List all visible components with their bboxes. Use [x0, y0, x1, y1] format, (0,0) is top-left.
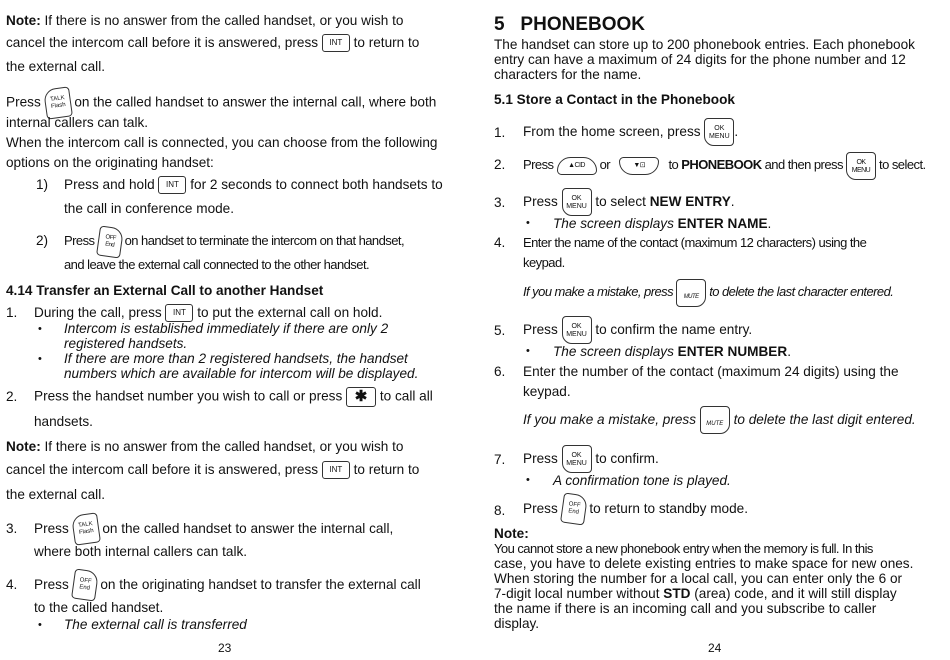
text: the call in conference mode.: [64, 201, 235, 216]
section-heading: 4.14 Transfer an External Call to another Handset: [6, 283, 324, 298]
bullet-text: numbers which are available for intercom will be displayed.: [64, 366, 419, 381]
step-number: 7.: [494, 452, 506, 467]
text: options on the originating handset:: [6, 155, 214, 170]
star-key-icon: [346, 387, 376, 407]
page-number: 23: [218, 641, 232, 655]
key-label: End: [567, 508, 579, 517]
text: for 2 seconds to connect both handsets to: [190, 177, 443, 192]
text: The screen displays: [553, 216, 674, 231]
note-label: Note:: [6, 439, 41, 454]
step-line: [523, 116, 738, 148]
key-label: OK: [856, 158, 866, 166]
note-line: [6, 34, 419, 52]
step-number: 6.: [494, 364, 506, 379]
text: If there is no answer from the called handset, or you wish to: [44, 439, 404, 454]
end-call-key-icon: [71, 569, 99, 602]
int-key-icon: [158, 176, 186, 194]
step-number: 4.: [494, 235, 506, 250]
int-key-label: INT: [173, 308, 186, 318]
text: and then press: [764, 157, 843, 172]
screen-message: ENTER NAME: [677, 216, 768, 231]
ok-menu-key-icon: [562, 316, 592, 344]
text: Press: [64, 233, 95, 248]
text: on handset to terminate the intercom on that handset,: [124, 233, 405, 248]
screen-message: ENTER NUMBER: [677, 344, 788, 359]
key-label: OK: [571, 195, 582, 203]
text: If you make a mistake, press: [523, 412, 697, 427]
step-line: [523, 149, 926, 181]
step-number: 2.: [494, 157, 506, 172]
mistake-line: [523, 276, 893, 308]
step-number: 2.: [6, 389, 18, 404]
key-label: ▲CID: [568, 161, 585, 169]
key-label: OFF: [78, 577, 92, 586]
text: or: [599, 157, 611, 172]
text: Press: [34, 521, 69, 536]
text: the external call.: [6, 487, 105, 502]
text: the name if there is an incoming call and you subscribe to caller: [494, 601, 877, 616]
text: .: [787, 344, 791, 359]
down-phonebook-key-icon: [619, 157, 659, 175]
text: to: [668, 157, 679, 172]
note-line: [6, 461, 419, 479]
text: .: [730, 194, 735, 209]
step-line: [523, 314, 752, 346]
ok-menu-key-icon: [704, 118, 734, 146]
mistake-line: [523, 404, 916, 436]
text: (area) code, and it will still display: [694, 586, 897, 601]
text: keypad.: [523, 255, 565, 270]
bullet: •: [38, 323, 42, 335]
text: Press: [523, 501, 558, 516]
text: to delete the last digit entered.: [733, 412, 916, 427]
key-label: OFF: [567, 501, 581, 510]
text: the external call.: [6, 59, 105, 74]
option-line: [64, 176, 443, 194]
text: and leave the external call connected to the other handset.: [64, 257, 370, 272]
text: 7-digit local number without: [494, 586, 660, 601]
key-label: MENU: [851, 166, 871, 174]
text: STD: [663, 586, 691, 601]
text: When storing the number for a local call, you can enter only the 6 or: [494, 571, 903, 586]
page-number: 24: [708, 641, 722, 655]
text: to put the external call on hold.: [197, 305, 383, 320]
text: where both internal callers can talk.: [34, 544, 248, 559]
key-label: ▼⊡: [633, 161, 646, 169]
text: Press: [34, 577, 69, 592]
step-number: 8.: [494, 503, 506, 518]
step-number: 1.: [6, 305, 18, 320]
text: Press and hold: [64, 177, 155, 192]
chapter-name: PHONEBOOK: [520, 14, 645, 35]
int-key-label: INT: [166, 180, 179, 190]
key-label: OK: [714, 125, 725, 133]
key-label: OK: [571, 452, 582, 460]
text: to return to: [353, 462, 420, 477]
int-key-icon: [165, 304, 193, 322]
step-line: [523, 443, 659, 475]
note-label: Note:: [6, 13, 41, 28]
text: to return to: [353, 35, 420, 50]
step-line: [34, 570, 421, 600]
text: Press the handset number you wish to call or press: [34, 388, 343, 404]
key-label: End: [104, 240, 115, 249]
text: Press: [523, 322, 558, 337]
key-label: OK: [571, 323, 582, 331]
ok-menu-key-icon: [562, 188, 592, 216]
bullet-text: Intercom is established immediately if there are only 2: [64, 321, 389, 336]
text: handsets.: [34, 414, 93, 429]
key-label: MENU: [709, 133, 730, 141]
option-line: [64, 226, 404, 257]
text: Enter the name of the contact (maximum 12 characters) using the: [523, 235, 867, 250]
bullet: •: [526, 345, 530, 357]
int-key-icon: [322, 34, 350, 52]
text: on the called handset to answer the internal call, where both: [74, 94, 437, 110]
text: Enter the number of the contact (maximum 24 digits) using the: [523, 364, 899, 379]
key-label: MENU: [566, 331, 587, 339]
int-key-label: INT: [329, 465, 343, 475]
bullet-text: [553, 343, 791, 360]
text: keypad.: [523, 384, 571, 399]
mute-delete-key-icon: [676, 279, 706, 307]
bullet: •: [38, 353, 42, 365]
text: internal callers can talk.: [6, 115, 149, 130]
key-label: Flash: [78, 528, 94, 537]
page-24: [490, 0, 950, 660]
text: From the home screen, press: [523, 124, 701, 139]
bullet: •: [526, 474, 530, 486]
text: The screen displays: [553, 344, 674, 359]
up-cid-key-icon: [557, 157, 597, 175]
end-call-key-icon: [96, 225, 124, 258]
text: Press: [523, 451, 558, 466]
key-label: MUTE: [683, 293, 699, 300]
text: If there is no answer from the called handset, or you wish to: [44, 13, 404, 28]
text: cancel the intercom call before it is answered, press: [6, 462, 319, 477]
step-number: 3.: [494, 195, 506, 210]
text: .: [734, 124, 739, 139]
step-number: 5.: [494, 323, 506, 338]
text: If you make a mistake, press: [523, 284, 674, 299]
int-key-label: INT: [329, 38, 343, 48]
mute-delete-key-icon: [700, 406, 730, 434]
bullet: •: [38, 619, 42, 631]
page-23: [0, 0, 460, 660]
bullet-text: A confirmation tone is played.: [553, 473, 731, 488]
text: .: [767, 216, 772, 231]
key-label: ✱: [354, 388, 368, 405]
bullet-text: The external call is transferred: [64, 617, 247, 632]
ok-menu-key-icon: [562, 445, 592, 473]
key-label: OFF: [104, 233, 116, 242]
text: characters for the name.: [494, 67, 642, 82]
key-label: TALK: [77, 521, 93, 530]
text: to call all: [379, 388, 433, 404]
text: to the called handset.: [34, 600, 164, 615]
key-label: MENU: [566, 460, 587, 468]
note-label: Note:: [494, 526, 529, 541]
text: cancel the intercom call before it is answered, press: [6, 35, 319, 50]
text: case, you have to delete existing entries to make space for new ones.: [494, 556, 914, 571]
menu-name: NEW ENTRY: [649, 194, 731, 209]
menu-name: PHONEBOOK: [681, 157, 762, 172]
text: During the call, press: [34, 305, 162, 320]
key-label: TALK: [49, 95, 65, 104]
bullet-text: registered handsets.: [64, 336, 188, 351]
text: The handset can store up to 200 phonebook entries. Each phonebook: [494, 37, 915, 52]
text: on the originating handset to transfer the external call: [100, 577, 421, 592]
option-number: 2): [36, 233, 49, 248]
chapter-title: [494, 14, 645, 36]
section-heading: 5.1 Store a Contact in the Phonebook: [494, 92, 735, 107]
text: to return to standby mode.: [589, 501, 748, 516]
bullet-text: [553, 215, 771, 232]
step-number: 4.: [6, 577, 18, 592]
text: Press: [6, 94, 41, 110]
int-key-icon: [322, 461, 350, 479]
bullet-text: If there are more than 2 registered handsets, the handset: [64, 351, 408, 366]
option-number: 1): [36, 177, 49, 192]
step-line: [523, 493, 748, 525]
note-line: [494, 586, 897, 601]
bullet: •: [526, 217, 530, 229]
text: on the called handset to answer the internal call,: [102, 521, 394, 536]
step-line: [34, 514, 393, 544]
step-number: 1.: [494, 125, 506, 140]
text: display.: [494, 616, 540, 631]
key-label: End: [78, 584, 90, 593]
text: Press: [523, 157, 554, 172]
step-line: [34, 387, 433, 407]
text: to select: [595, 194, 646, 209]
ok-menu-key-icon: [846, 152, 876, 180]
step-line: [34, 304, 382, 322]
note-line: [6, 438, 403, 455]
text: entry can have a maximum of 24 digits for the phone number and 12: [494, 52, 906, 67]
chapter-number: 5: [494, 14, 505, 35]
key-label: Flash: [50, 101, 66, 110]
text: Press: [523, 194, 558, 209]
key-label: MUTE: [706, 421, 724, 428]
step-number: 3.: [6, 521, 18, 536]
step-line: [523, 186, 735, 218]
end-call-key-icon: [560, 493, 588, 526]
text: to select.: [879, 157, 926, 172]
text: to confirm the name entry.: [595, 322, 753, 337]
text: You cannot store a new phonebook entry when the memory is full. In this: [494, 541, 873, 556]
talk-key-icon: [71, 513, 101, 546]
key-label: MENU: [566, 203, 587, 211]
text: When the intercom call is connected, you can choose from the following: [6, 135, 438, 150]
text: to confirm.: [595, 451, 659, 466]
text: to delete the last character entered.: [709, 284, 894, 299]
note-line: [6, 12, 403, 29]
